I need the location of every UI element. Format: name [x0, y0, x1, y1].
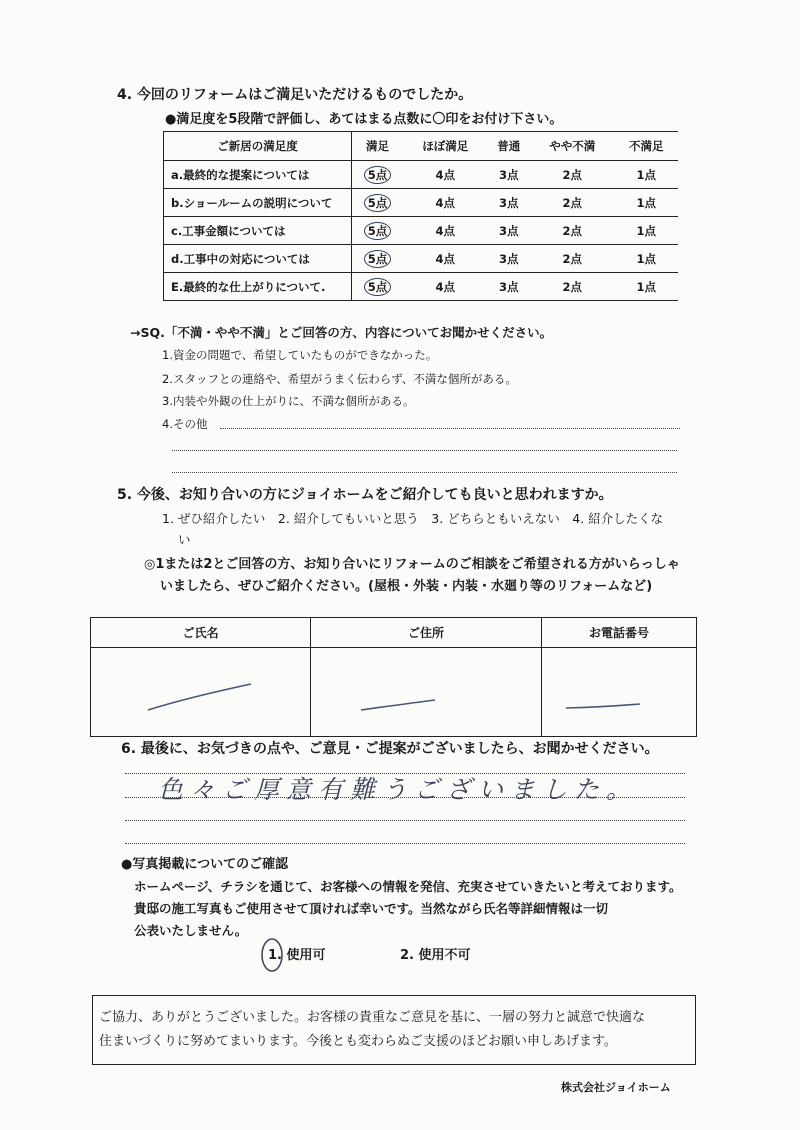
circle-mark — [258, 935, 288, 975]
other-answer-line[interactable] — [172, 472, 677, 473]
pen-stroke — [146, 678, 256, 718]
header-phone: お電話番号 — [542, 618, 697, 648]
photo-consent-line1: ホームページ、チラシを通じて、お客様への情報を発信、充実させていきたいと考えております。 — [134, 879, 682, 894]
q4-title: 4. 今回のリフォームはご満足いただけるものでしたか。 — [117, 87, 473, 103]
score-1-cell[interactable]: 1点 — [615, 217, 679, 245]
sq-item-1: 1.資金の問題で、希望していたものができなかった。 — [162, 348, 438, 362]
score-2-cell[interactable]: 2点 — [530, 161, 615, 189]
closing-line1: ご協力、ありがとうございました。お客様の貴重なご意見を基に、一層の努力と誠意で快適な — [99, 1010, 646, 1025]
photo-option-not-allowed[interactable]: 2. 使用不可 — [400, 948, 471, 963]
score-2-cell[interactable]: 2点 — [530, 273, 615, 301]
score-4-cell[interactable]: 4点 — [403, 273, 488, 301]
score-4-cell[interactable]: 4点 — [403, 189, 488, 217]
satisfaction-header-row — [164, 132, 679, 161]
score-2-cell[interactable]: 2点 — [530, 189, 615, 217]
score-3-cell[interactable]: 3点 — [488, 273, 530, 301]
table-row — [164, 245, 679, 273]
referral-contact-table — [90, 617, 697, 737]
address-field[interactable] — [311, 648, 542, 737]
sq-item-2: 2.スタッフとの連絡や、希望がうまく伝わらず、不満な個所がある。 — [162, 372, 517, 386]
row-label: c.工事金額については — [164, 217, 352, 245]
table-row — [164, 273, 679, 301]
header-normal: 普通 — [488, 132, 530, 161]
header-name: ご氏名 — [91, 618, 311, 648]
score-5-cell[interactable] — [352, 161, 404, 189]
score-4-cell[interactable]: 4点 — [403, 161, 488, 189]
company-name: 株式会社ジョイホーム — [561, 1081, 671, 1094]
score-1-cell[interactable]: 1点 — [615, 245, 679, 273]
photo-option-allowed-label: 1. 使用可 — [268, 948, 326, 963]
sq-item-3: 3.内装や外観の仕上がりに、不満な個所がある。 — [162, 394, 415, 408]
score-4-cell[interactable]: 4点 — [403, 245, 488, 273]
header-somewhat-dissatisfied: やや不満 — [530, 132, 615, 161]
score-1-cell[interactable]: 1点 — [615, 273, 679, 301]
photo-consent-line3: 公表いたしません。 — [134, 923, 248, 938]
header-address: ご住所 — [311, 618, 542, 648]
sq-item-4: 4.その他 — [162, 417, 208, 431]
row-label: E.最終的な仕上がりについて. — [164, 273, 352, 301]
table-row — [164, 161, 679, 189]
name-field[interactable] — [91, 648, 311, 737]
row-label: d.工事中の対応については — [164, 245, 352, 273]
header-satisfied: 満足 — [352, 132, 404, 161]
score-3-cell[interactable]: 3点 — [488, 245, 530, 273]
score-5-cell[interactable] — [352, 273, 404, 301]
table-row — [164, 189, 679, 217]
q5-note: ◎1または2とご回答の方、お知り合いにリフォームのご相談をご希望される方がいらっしゃ — [144, 557, 680, 572]
circled-score: 5点 — [364, 222, 392, 240]
q5-options-wrap: い — [178, 532, 191, 547]
header-criteria: ご新居の満足度 — [164, 132, 352, 161]
score-3-cell[interactable]: 3点 — [488, 189, 530, 217]
score-1-cell[interactable]: 1点 — [615, 161, 679, 189]
score-2-cell[interactable]: 2点 — [530, 245, 615, 273]
score-4-cell[interactable]: 4点 — [403, 217, 488, 245]
score-2-cell[interactable]: 2点 — [530, 217, 615, 245]
score-5-cell[interactable] — [352, 189, 404, 217]
other-answer-line[interactable] — [220, 428, 680, 429]
row-label: b.ショールームの説明について — [164, 189, 352, 217]
header-mostly-satisfied: ほぼ満足 — [403, 132, 488, 161]
q4-instruction: ●満足度を5段階で評価し、あてはまる点数に〇印をお付け下さい。 — [165, 112, 563, 127]
sq-title: →SQ.「不満・やや不満」とご回答の方、内容についてお聞かせください。 — [130, 325, 553, 340]
header-dissatisfied: 不満足 — [615, 132, 679, 161]
photo-consent-line2: 貴邸の施工写真もご使用させて頂ければ幸いです。当然ながら氏名等詳細情報は一切 — [134, 901, 609, 916]
score-3-cell[interactable]: 3点 — [488, 161, 530, 189]
q5-note-cont: いましたら、ぜひご紹介ください。(屋根・外装・内装・水廻り等のリフォームなど) — [160, 579, 653, 594]
pen-stroke — [564, 700, 644, 714]
answer-line[interactable] — [125, 820, 685, 821]
closing-line2: 住まいづくりに努めてまいります。今後とも変わらぬご支援のほどお願い申しあげます。 — [99, 1034, 617, 1049]
circled-score: 5点 — [364, 166, 392, 184]
score-5-cell[interactable] — [352, 245, 404, 273]
score-3-cell[interactable]: 3点 — [488, 217, 530, 245]
row-label: a.最終的な提案については — [164, 161, 352, 189]
satisfaction-table — [163, 131, 678, 301]
circled-score: 5点 — [364, 278, 392, 296]
q5-title: 5. 今後、お知り合いの方にジョイホームをご紹介しても良いと思われますか。 — [117, 487, 613, 503]
circled-score: 5点 — [364, 250, 392, 268]
q5-options: 1. ぜひ紹介したい 2. 紹介してもいいと思う 3. どちらともいえない 4. 紹介したくな — [162, 511, 664, 526]
table-row — [164, 217, 679, 245]
circled-score: 5点 — [364, 194, 392, 212]
handwritten-answer: 色々ご厚意有難うございました。 — [158, 775, 639, 804]
pen-stroke — [359, 696, 439, 716]
phone-field[interactable] — [542, 648, 697, 737]
photo-consent-title: ●写真掲載についてのご確認 — [121, 857, 289, 872]
score-5-cell[interactable] — [352, 217, 404, 245]
closing-message-box — [92, 995, 696, 1065]
answer-line[interactable] — [125, 843, 685, 844]
other-answer-line[interactable] — [172, 450, 677, 451]
q6-title: 6. 最後に、お気づきの点や、ご意見・ご提案がございましたら、お聞かせください。 — [121, 741, 659, 757]
score-1-cell[interactable]: 1点 — [615, 189, 679, 217]
